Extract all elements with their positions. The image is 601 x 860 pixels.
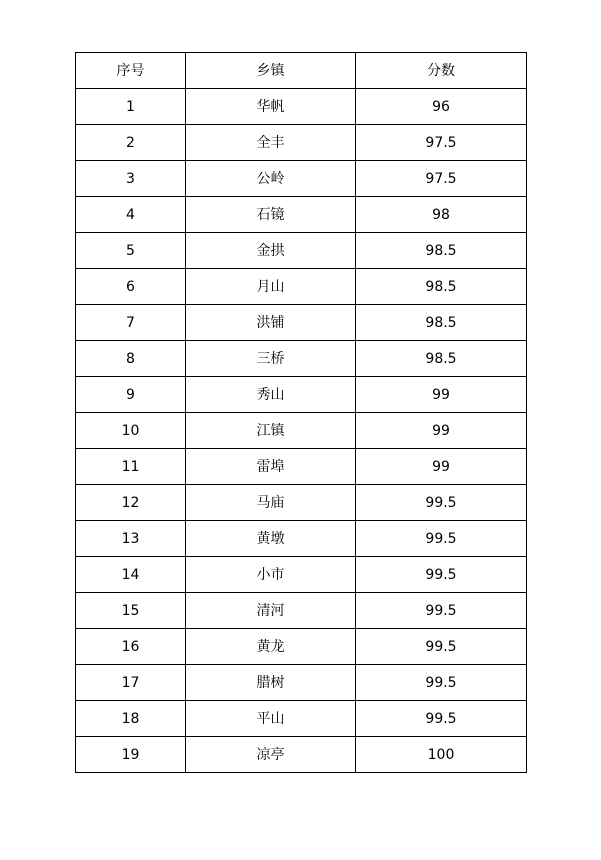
cell-score: 99.5 (356, 485, 527, 521)
table-header (76, 53, 527, 89)
cell-score: 99.5 (356, 557, 527, 593)
cell-score: 97.5 (356, 125, 527, 161)
cell-town: 洪铺 (186, 305, 356, 341)
cell-town: 金拱 (186, 233, 356, 269)
cell-score: 98 (356, 197, 527, 233)
cell-index: 3 (76, 161, 186, 197)
cell-town: 石镜 (186, 197, 356, 233)
table-row (76, 377, 527, 413)
cell-town: 平山 (186, 701, 356, 737)
cell-index: 1 (76, 89, 186, 125)
cell-score: 99.5 (356, 629, 527, 665)
cell-score: 99 (356, 449, 527, 485)
cell-index: 6 (76, 269, 186, 305)
cell-score: 99.5 (356, 665, 527, 701)
cell-score: 98.5 (356, 269, 527, 305)
cell-index: 13 (76, 521, 186, 557)
table-row (76, 125, 527, 161)
table-row (76, 197, 527, 233)
cell-index: 19 (76, 737, 186, 773)
cell-score: 99.5 (356, 701, 527, 737)
cell-score: 99 (356, 413, 527, 449)
table-row (76, 413, 527, 449)
cell-town: 江镇 (186, 413, 356, 449)
cell-index: 10 (76, 413, 186, 449)
table-row (76, 269, 527, 305)
cell-town: 三桥 (186, 341, 356, 377)
table-row (76, 161, 527, 197)
table-row (76, 449, 527, 485)
table-row (76, 557, 527, 593)
cell-index: 12 (76, 485, 186, 521)
table-row (76, 521, 527, 557)
cell-score: 100 (356, 737, 527, 773)
table-row (76, 233, 527, 269)
header-row (76, 53, 527, 89)
table-row (76, 593, 527, 629)
header-index: 序号 (76, 53, 186, 89)
cell-town: 马庙 (186, 485, 356, 521)
cell-index: 7 (76, 305, 186, 341)
table-row (76, 485, 527, 521)
table-body (76, 89, 527, 773)
cell-town: 秀山 (186, 377, 356, 413)
cell-index: 4 (76, 197, 186, 233)
cell-town: 月山 (186, 269, 356, 305)
cell-score: 99.5 (356, 593, 527, 629)
score-table (75, 52, 527, 773)
cell-town: 华帆 (186, 89, 356, 125)
table-row (76, 89, 527, 125)
cell-town: 黄墩 (186, 521, 356, 557)
cell-index: 16 (76, 629, 186, 665)
cell-index: 2 (76, 125, 186, 161)
cell-index: 9 (76, 377, 186, 413)
table-row (76, 701, 527, 737)
cell-score: 98.5 (356, 341, 527, 377)
cell-score: 97.5 (356, 161, 527, 197)
cell-town: 小市 (186, 557, 356, 593)
header-town: 乡镇 (186, 53, 356, 89)
cell-score: 98.5 (356, 233, 527, 269)
cell-score: 99 (356, 377, 527, 413)
table-row (76, 737, 527, 773)
cell-index: 8 (76, 341, 186, 377)
cell-town: 清河 (186, 593, 356, 629)
cell-town: 黄龙 (186, 629, 356, 665)
cell-index: 17 (76, 665, 186, 701)
cell-score: 96 (356, 89, 527, 125)
cell-index: 18 (76, 701, 186, 737)
cell-index: 5 (76, 233, 186, 269)
cell-town: 雷埠 (186, 449, 356, 485)
table-row (76, 629, 527, 665)
cell-town: 凉亭 (186, 737, 356, 773)
cell-score: 98.5 (356, 305, 527, 341)
cell-index: 14 (76, 557, 186, 593)
table-row (76, 305, 527, 341)
table-row (76, 341, 527, 377)
cell-index: 15 (76, 593, 186, 629)
cell-town: 全丰 (186, 125, 356, 161)
cell-town: 公岭 (186, 161, 356, 197)
cell-town: 腊树 (186, 665, 356, 701)
header-score: 分数 (356, 53, 527, 89)
table-row (76, 665, 527, 701)
cell-score: 99.5 (356, 521, 527, 557)
cell-index: 11 (76, 449, 186, 485)
